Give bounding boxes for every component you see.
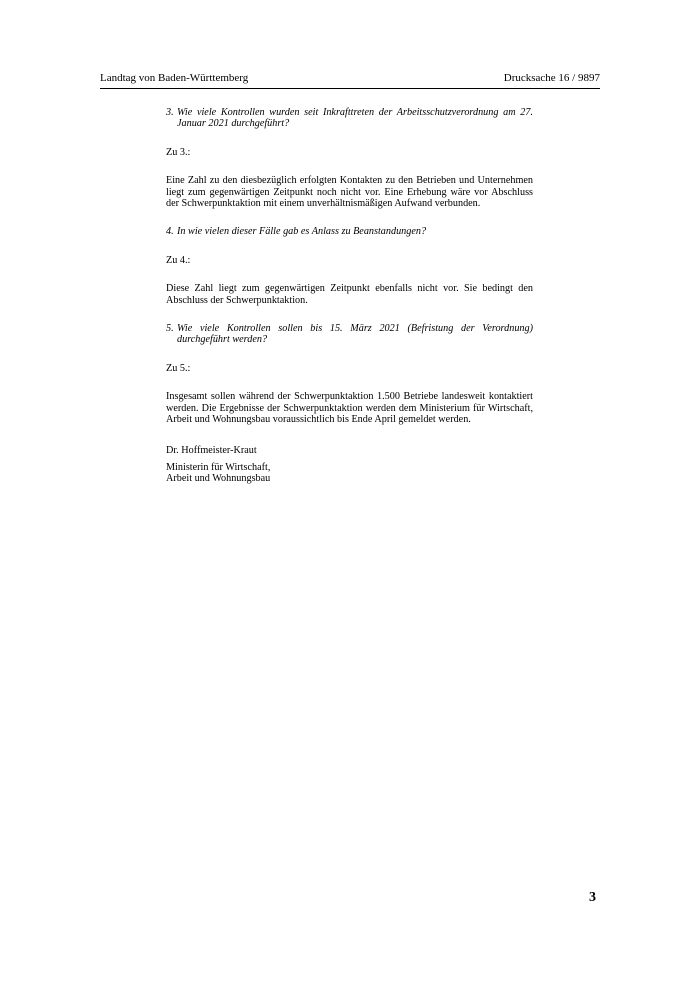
answer-3-label: Zu 3.:	[166, 146, 191, 158]
question-4	[166, 226, 533, 237]
document-body	[166, 107, 533, 485]
question-5-number: 5.	[166, 323, 174, 335]
page-number: 3	[589, 890, 596, 905]
answer-3-text: Eine Zahl zu den diesbezüglich erfolgten Kontakten zu den Betrieben und Unternehmen liegt zum gegenwärtigen Zeitpunkt noch nicht vor. Eine Erhebung wäre vor Abschluss der Schwerpunktaktion mit einem unverhältnismäßigen Aufwand verbunden.	[166, 175, 533, 210]
question-3	[166, 107, 533, 130]
answer-5-text: Insgesamt sollen während der Schwerpunktaktion 1.500 Betriebe landesweit kontaktiert werden. Die Ergebnisse der Schwerpunktaktion werden dem Ministerium für Wirtschaft, Arbeit und Wohnungsbau voraussichtlich bis Ende April gemeldet werden.	[166, 391, 533, 426]
header-parliament-name: Landtag von Baden-Württemberg	[100, 72, 249, 84]
signature-name: Dr. Hoffmeister-Kraut	[166, 444, 257, 456]
question-3-text: Wie viele Kontrollen wurden seit Inkrafttreten der Arbeitsschutzverordnung am 27. Januar 2021 durchgeführt?	[177, 107, 533, 130]
answer-5-label: Zu 5.:	[166, 362, 191, 374]
signature-title-line-1: Ministerin für Wirtschaft,	[166, 461, 271, 473]
question-5-text: Wie viele Kontrollen sollen bis 15. März 2021 (Befristung der Verordnung) durchgeführt werden?	[177, 323, 533, 346]
question-5	[166, 323, 533, 346]
answer-4-text: Diese Zahl liegt zum gegenwärtigen Zeitpunkt ebenfalls nicht vor. Sie bedingt den Abschluss der Schwerpunktaktion.	[166, 283, 533, 306]
header-document-number: Drucksache 16 / 9897	[503, 72, 600, 84]
question-4-text: In wie vielen dieser Fälle gab es Anlass zu Beanstandungen?	[177, 226, 427, 238]
question-4-number: 4.	[166, 226, 174, 238]
question-3-number: 3.	[166, 107, 174, 118]
header-divider	[100, 88, 600, 89]
answer-4-label: Zu 4.:	[166, 254, 191, 266]
page-header	[100, 71, 600, 87]
signature-title	[166, 462, 533, 485]
signature-title-line-2: Arbeit und Wohnungsbau	[166, 473, 271, 485]
